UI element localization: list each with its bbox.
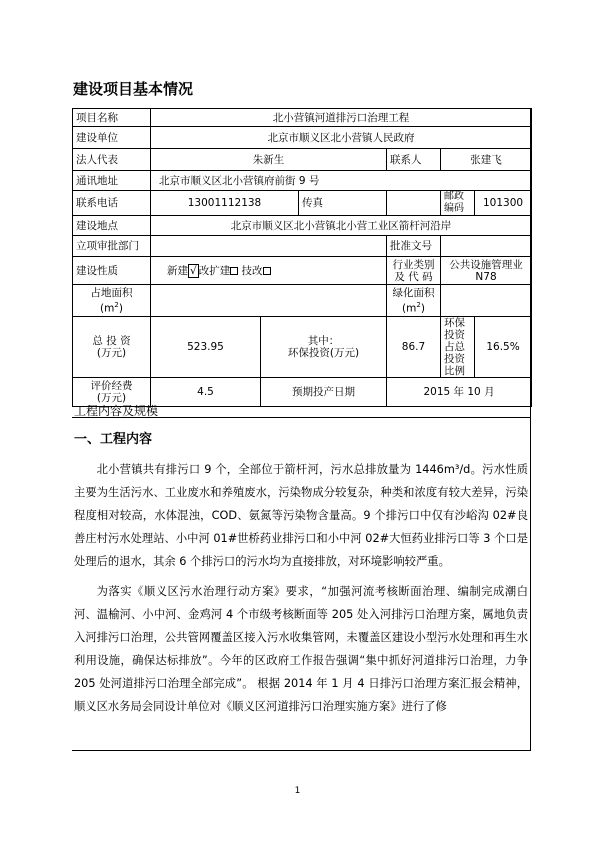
- label-legal-rep: 法人代表: [73, 149, 151, 171]
- approval-dept-value: [151, 236, 387, 257]
- section-divider: [72, 417, 531, 418]
- body-text: [74, 458, 528, 718]
- phone-value: 13001112138: [151, 191, 299, 216]
- label-industry-line1: 行业类别: [392, 258, 435, 271]
- env-invest-value: 86.7: [387, 317, 441, 378]
- postcode-value: 101300: [475, 191, 532, 216]
- industry-value: [441, 257, 532, 285]
- table-row: [73, 149, 532, 171]
- label-location: 建设地点: [73, 216, 151, 236]
- label-total-invest: [73, 317, 151, 378]
- label-env-invest: [261, 317, 387, 378]
- unit-sup: 2: [114, 300, 119, 309]
- label-fax: 传真: [299, 191, 387, 216]
- label-phone: 联系电话: [73, 191, 151, 216]
- unit-text: (m: [100, 302, 115, 315]
- fax-value: [387, 191, 441, 216]
- project-info-table: [72, 108, 532, 407]
- label-env-ratio-line1: 环保投资: [444, 317, 465, 341]
- contact-value: 张建飞: [441, 149, 532, 171]
- label-env-ratio-line2: 占总投资: [444, 341, 465, 365]
- label-postcode: 邮政编码: [441, 191, 475, 216]
- section-title: 工程内容及规模: [74, 404, 159, 418]
- label-build-nature: 建设性质: [73, 257, 151, 285]
- table-row: [73, 127, 532, 149]
- label-land-area: [73, 285, 151, 317]
- label-land-area-unit: [76, 299, 147, 315]
- unit-close: ): [118, 302, 123, 315]
- build-nature-options: [151, 257, 387, 285]
- table-row: [73, 236, 532, 257]
- label-address: 通讯地址: [73, 171, 151, 191]
- paragraph: 北小营镇共有排污口 9 个，全部位于箭杆河，污水总排放量为 1446m³/d。污水性质主要为生活污水、工业废水和养殖废水，污染物成分较复杂，种类和浓度有较大差异，污染程度相对较高，水体混浊，COD、氨氮等污染物含量高。9 个排污口中仅有沙峪沟 02#良善庄村污水处理站、小中河 01#世桥药业排污口和小中河 02#大恒药业排污口等 3 个口是处理后的退水，其余 6 个排污口的污水均为直接排放，对环境影响较严重。: [74, 463, 528, 568]
- label-approval-dept: 立项审批部门: [73, 236, 151, 257]
- unit-close: ): [420, 302, 425, 315]
- approval-no-value: [441, 236, 532, 257]
- expected-date-value: 2015 年 10 月: [387, 378, 532, 407]
- label-industry-line2: 及 代 码: [394, 270, 433, 283]
- eval-fee-value: 4.5: [151, 378, 261, 407]
- label-eval-fee-line1: 评价经费: [90, 380, 133, 392]
- label-land-area-line1: 占地面积: [90, 286, 133, 299]
- label-industry: [387, 257, 441, 285]
- label-env-ratio-line3: 比例: [444, 365, 465, 377]
- label-approval-no: 批准文号: [387, 236, 441, 257]
- page-number: 1: [294, 786, 301, 796]
- label-total-invest-line1: 总 投 资: [92, 335, 131, 347]
- label-env-ratio: [441, 317, 475, 378]
- table-row: [73, 285, 532, 317]
- label-green-area-unit: [390, 299, 437, 315]
- table-row: [73, 257, 532, 285]
- label-project-name: 项目名称: [73, 109, 151, 127]
- industry-name: 公共设施管理业: [449, 258, 523, 271]
- unit-text: (m: [402, 302, 417, 315]
- label-env-invest-line1: 其中：: [307, 335, 340, 347]
- project-name-value: 北小营镇河道排污口治理工程: [151, 109, 532, 127]
- table-row: [73, 191, 532, 216]
- address-value: 北京市顺义区北小营镇府前街 9 号: [151, 171, 532, 191]
- env-ratio-value: 16.5%: [475, 317, 532, 378]
- option-tech-upgrade: 技改: [241, 264, 263, 277]
- total-invest-value: 523.95: [151, 317, 261, 378]
- land-area-value: [151, 285, 387, 317]
- label-contact: 联系人: [387, 149, 441, 171]
- table-row: [73, 216, 532, 236]
- green-area-value: [441, 285, 532, 317]
- unit-sup: 2: [416, 300, 421, 309]
- label-eval-fee-line2: (万元): [96, 392, 127, 404]
- legal-rep-value: 朱新生: [151, 149, 387, 171]
- label-green-area-line1: 绿化面积: [392, 286, 435, 299]
- label-expected-date: 预期投产日期: [261, 378, 387, 407]
- check-mark-icon: √: [190, 264, 197, 277]
- label-env-invest-line2: 环保投资(万元): [287, 347, 360, 359]
- checkbox-icon: [263, 267, 271, 275]
- table-row: [73, 317, 532, 378]
- label-green-area: [387, 285, 441, 317]
- label-total-invest-line2: (万元): [96, 347, 127, 359]
- table-row: [73, 171, 532, 191]
- table-row: [73, 109, 532, 127]
- builder-value: 北京市顺义区北小营镇人民政府: [151, 127, 532, 149]
- subsection-title: 一、工程内容: [74, 432, 153, 447]
- industry-code: N78: [475, 270, 497, 283]
- checkbox-icon: [230, 267, 238, 275]
- location-value: 北京市顺义区北小营镇北小营工业区箭杆河沿岸: [151, 216, 532, 236]
- option-expand: 改扩建: [198, 264, 231, 277]
- option-new-build: 新建: [167, 264, 188, 277]
- label-builder: 建设单位: [73, 127, 151, 149]
- page-title: 建设项目基本情况: [73, 80, 194, 98]
- paragraph: 为落实《顺义区污水治理行动方案》要求，“加强河流考核断面治理、编制完成潮白河、温榆河、小中河、金鸡河 4 个市级考核断面等 205 处入河排污口治理方案，属地负责入河排污口治理，公共管网覆盖区接入污水收集管网，未覆盖区建设小型污水处理和再生水利用设施，确保达标排放”。今年的区政府工作报告强调“集中抓好河道排污口治理，力争 205 处河道排污口治理全部完成”。 根据 2014 年 1 月 4 日排污口治理方案汇报会精神，顺义区水务局会同设计单位对《顺义区河道排污口治理实施方案》进行了修: [74, 585, 528, 713]
